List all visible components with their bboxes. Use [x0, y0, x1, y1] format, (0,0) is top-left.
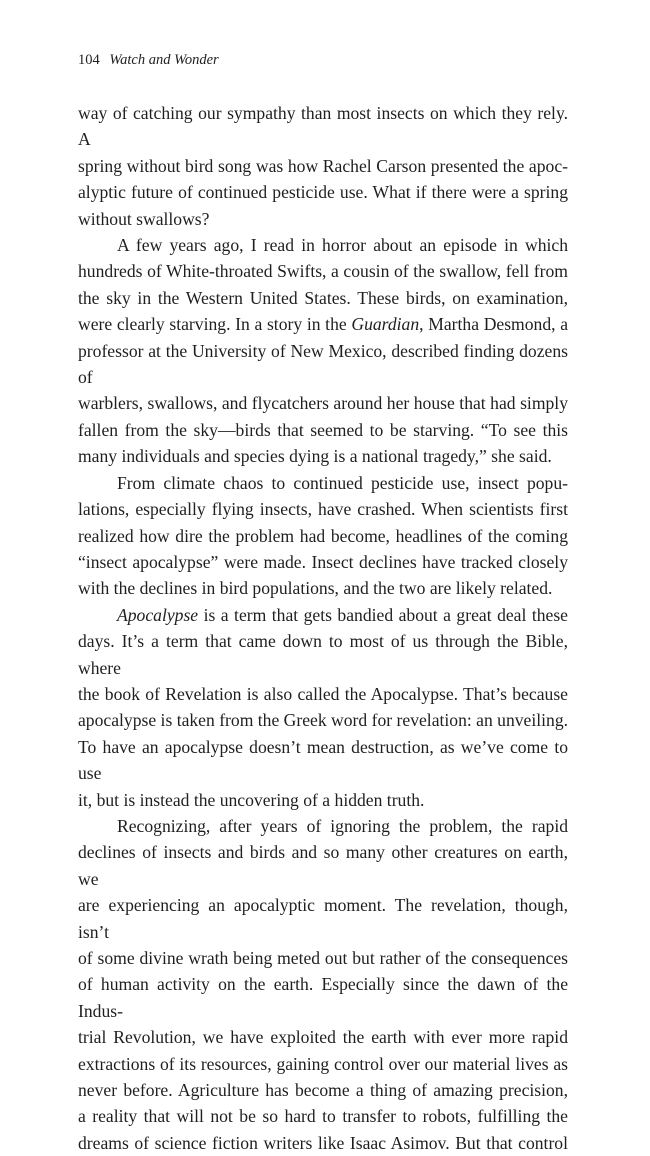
text-line: [78, 787, 568, 813]
text-line: [78, 179, 568, 205]
line-text: “insect apocalypse” were made. Insect declines have tracked closely: [78, 551, 568, 572]
line-text: is a term that gets bandied about a great deal these: [198, 604, 568, 625]
running-head-title: Watch and Wonder: [109, 52, 219, 68]
line-text: fallen from the sky—birds that seemed to be starving. “To see this: [78, 419, 568, 440]
text-line: [78, 100, 568, 153]
text-line: [78, 707, 568, 733]
line-text: days. It’s a term that came down to most of us through the Bible, where: [78, 631, 568, 678]
line-text: way of catching our sympathy than most insects on which they rely. A: [78, 103, 568, 150]
text-line: [78, 470, 568, 496]
line-text: with the declines in bird populations, and the two are likely related.: [78, 578, 553, 599]
line-text: warblers, swallows, and flycatchers around her house that had simply: [78, 393, 568, 414]
line-text: were clearly starving. In a story in the: [78, 314, 352, 335]
text-line: [78, 523, 568, 549]
text-line: [78, 1130, 568, 1156]
text-line: [78, 628, 568, 681]
line-text: the sky in the Western United States. These birds, on examination,: [78, 287, 568, 308]
line-text: spring without bird song was how Rachel Carson presented the apoc-: [78, 155, 568, 176]
line-text: the book of Revelation is also called the Apocalypse. That’s because: [78, 683, 568, 704]
text-line: [78, 892, 568, 945]
italic-term: Apocalypse: [117, 604, 199, 625]
line-text: it, but is instead the uncovering of a hidden truth.: [78, 789, 425, 810]
line-text: lations, especially flying insects, have crashed. When scientists first: [78, 499, 568, 520]
text-line: [78, 338, 568, 391]
text-line: [78, 206, 568, 232]
text-line: [78, 1051, 568, 1077]
text-line: [78, 417, 568, 443]
page-number: 104: [78, 52, 100, 68]
text-line: [78, 681, 568, 707]
text-line: [78, 258, 568, 284]
line-text: Recognizing, after years of ignoring the problem, the rapid: [117, 815, 568, 836]
line-text: alyptic future of continued pesticide use. What if there were a spring: [78, 182, 568, 203]
line-text: apocalypse is taken from the Greek word for revelation: an unveiling.: [78, 710, 569, 731]
line-text: are experiencing an apocalyptic moment. The revelation, though, isn’t: [78, 895, 568, 942]
text-line: [78, 734, 568, 787]
text-line: [78, 390, 568, 416]
text-line: [78, 549, 568, 575]
line-text: dreams of science fiction writers like Isaac Asimov. But that control: [78, 1132, 568, 1153]
text-line: [78, 443, 568, 469]
line-text: without swallows?: [78, 208, 210, 229]
line-text: professor at the University of New Mexico, described finding dozens of: [78, 340, 568, 388]
text-line: [78, 839, 568, 892]
text-line: [78, 945, 568, 971]
line-text: trial Revolution, we have exploited the earth with ever more rapid: [78, 1027, 568, 1048]
line-text: of some divine wrath being meted out but rather of the consequences: [78, 948, 568, 968]
line-text: realized how dire the problem had become, headlines of the coming: [78, 525, 568, 546]
text-line: [78, 602, 568, 628]
line-text: hundreds of White-throated Swifts, a cousin of the swallow, fell from: [78, 261, 568, 282]
italic-term: Guardian: [351, 314, 420, 335]
text-line: [78, 1024, 568, 1050]
line-text: , Martha Desmond, a: [419, 314, 569, 335]
text-line: [78, 813, 568, 839]
line-text: of human activity on the earth. Especially since the dawn of the Indus-: [78, 974, 568, 1021]
text-line: [78, 285, 568, 311]
line-text: To have an apocalypse doesn’t mean destruction, as we’ve come to use: [78, 736, 568, 784]
line-text: A few years ago, I read in horror about an episode in which: [117, 235, 568, 256]
text-line: [78, 232, 568, 258]
text-line: [78, 971, 568, 1024]
text-line: [78, 496, 568, 522]
line-text: From climate chaos to continued pesticide use, insect popu-: [117, 472, 568, 493]
book-page: [78, 50, 568, 1156]
text-line: [78, 1103, 568, 1129]
line-text: many individuals and species dying is a national tragedy,” she said.: [78, 446, 552, 467]
line-text: never before. Agriculture has become a thing of amazing precision,: [78, 1080, 568, 1101]
line-text: declines of insects and birds and so many other creatures on earth, we: [78, 842, 568, 889]
body-text: [78, 100, 568, 1156]
running-head: [78, 50, 568, 70]
line-text: a reality that will not be so hard to transfer to robots, fulfilling the: [78, 1106, 568, 1127]
text-line: [78, 575, 568, 601]
paragraph-container: [78, 100, 568, 1156]
text-line: [78, 311, 568, 337]
text-line: [78, 1077, 568, 1103]
text-line: [78, 153, 568, 179]
line-text: extractions of its resources, gaining control over our material lives as: [78, 1053, 568, 1074]
